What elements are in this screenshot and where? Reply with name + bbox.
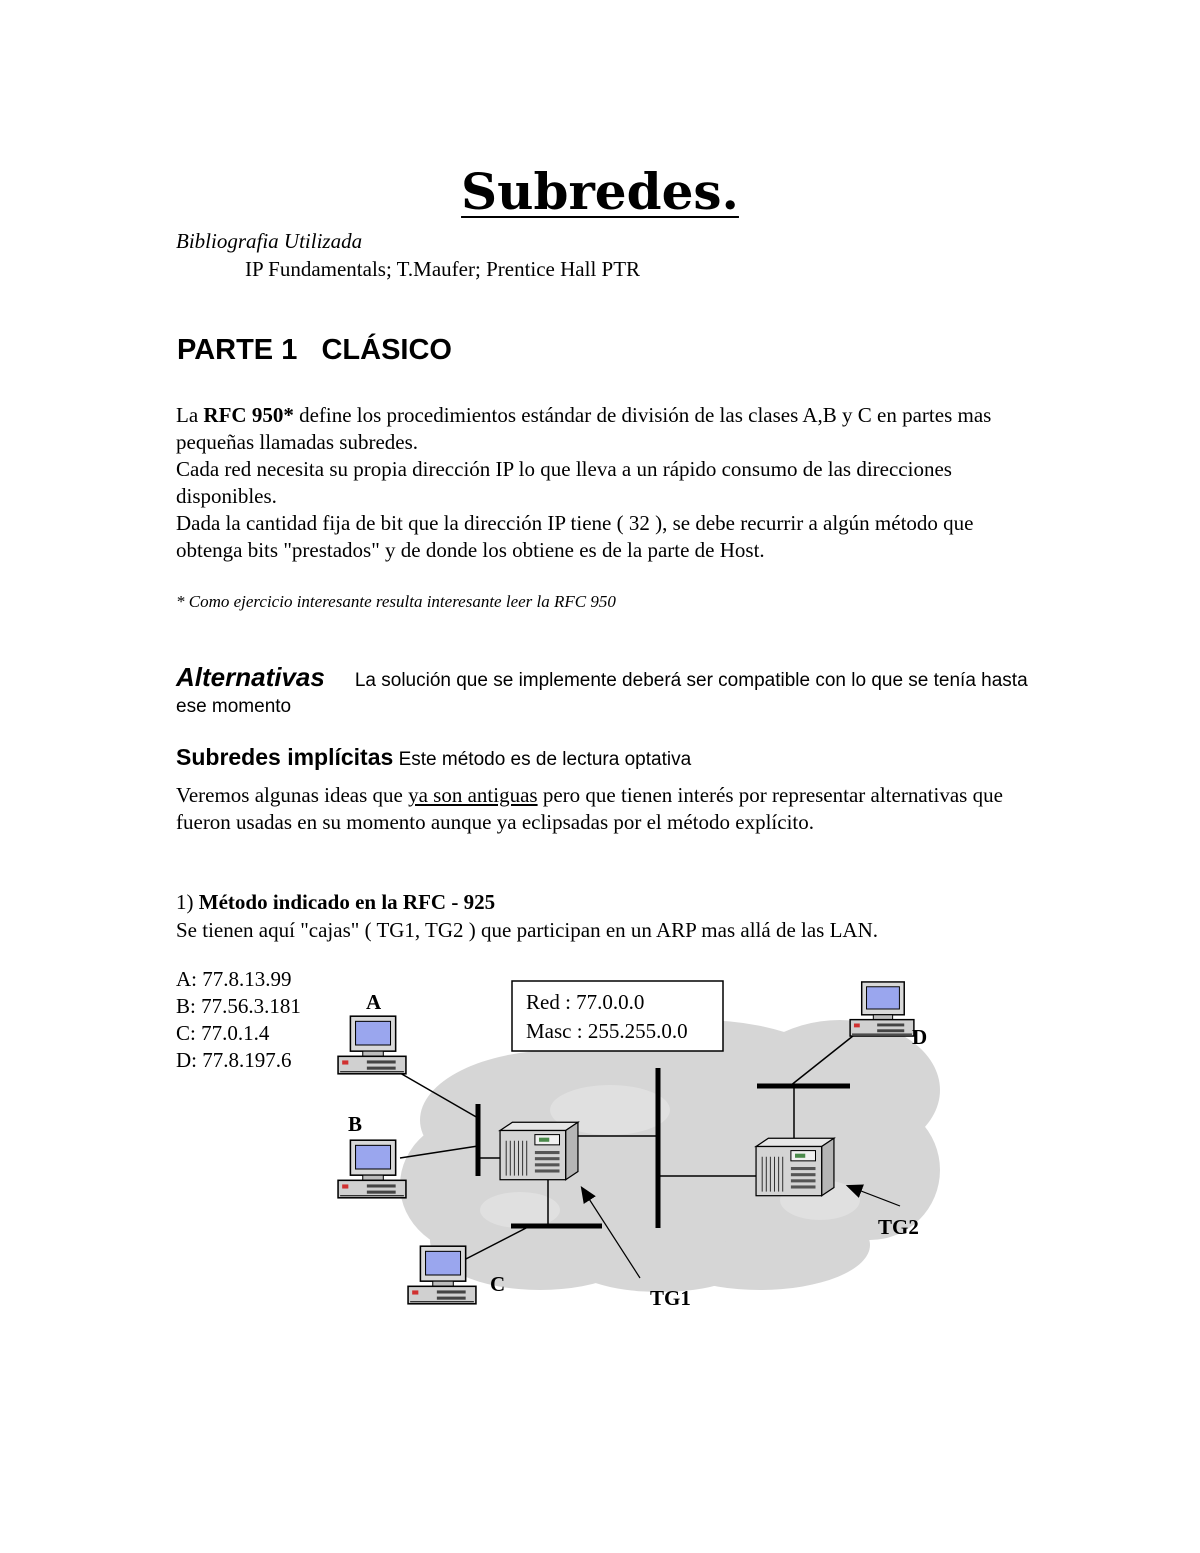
section-heading: PARTE 1 CLÁSICO — [177, 334, 452, 366]
ip-address-b: B: 77.56.3.181 — [176, 994, 301, 1018]
rfc-reference: RFC 950* — [203, 403, 294, 427]
ip-address-c: C: 77.0.1.4 — [176, 1021, 270, 1045]
veremos-paragraph: Veremos algunas ideas que ya son antiguas pero que tienen interés por representar alternativas que fueron usadas en su momento aunque ya eclipsadas por el método explícito. — [176, 783, 1003, 834]
network-mask-text: Masc : 255.255.0.0 — [526, 1019, 688, 1043]
bibliography-reference: IP Fundamentals; T.Maufer; Prentice Hall PTR — [245, 257, 641, 281]
network-address-text: Red : 77.0.0.0 — [526, 990, 645, 1014]
label-tg2: TG2 — [878, 1215, 919, 1239]
alternativas-heading: Alternativas — [176, 662, 325, 692]
ip-address-d: D: 77.8.197.6 — [176, 1048, 292, 1072]
label-a: A — [366, 990, 382, 1014]
footnote: * Como ejercicio interesante resulta interesante leer la RFC 950 — [176, 592, 616, 611]
implicitas-text: Este método es de lectura optativa — [398, 749, 692, 770]
metodo-heading: 1) Método indicado en la RFC - 925 — [176, 890, 496, 914]
computer-a-icon — [338, 1016, 406, 1074]
label-b: B — [348, 1112, 363, 1136]
computer-c-icon — [408, 1246, 476, 1304]
label-tg1: TG1 — [650, 1286, 691, 1310]
gateway-tg2-icon — [756, 1138, 834, 1195]
intro-paragraph-2: Cada red necesita su propia dirección IP lo que lleva a un rápido consumo de las direcciones disponibles. — [176, 457, 952, 508]
ip-address-a: A: 77.8.13.99 — [176, 967, 292, 991]
gateway-tg1-icon — [500, 1122, 578, 1179]
label-d: D — [912, 1025, 928, 1049]
bibliography-label: Bibliografia Utilizada — [176, 229, 363, 253]
computer-d-icon — [850, 982, 914, 1036]
implicitas-heading: Subredes implícitas — [176, 744, 394, 770]
page-title: Subredes. — [461, 162, 739, 221]
metodo-text: Se tienen aquí "cajas" ( TG1, TG2 ) que participan en un ARP mas allá de las LAN. — [176, 918, 879, 942]
computer-b-icon — [338, 1140, 406, 1198]
underlined-phrase: ya son antiguas — [408, 783, 538, 807]
intro-paragraph-1: La RFC 950* define los procedimientos estándar de división de las clases A,B y C en partes mas pequeñas llamadas subredes. — [176, 403, 992, 454]
alternativas-text: La solución que se implemente deberá ser compatible con lo que se tenía hasta ese momento — [176, 670, 1028, 717]
label-c: C — [490, 1272, 506, 1296]
intro-paragraph-3: Dada la cantidad fija de bit que la dirección IP tiene ( 32 ), se debe recurrir a algún método que obtenga bits "prestados" y de donde los obtiene es de la parte de Host. — [176, 511, 974, 562]
